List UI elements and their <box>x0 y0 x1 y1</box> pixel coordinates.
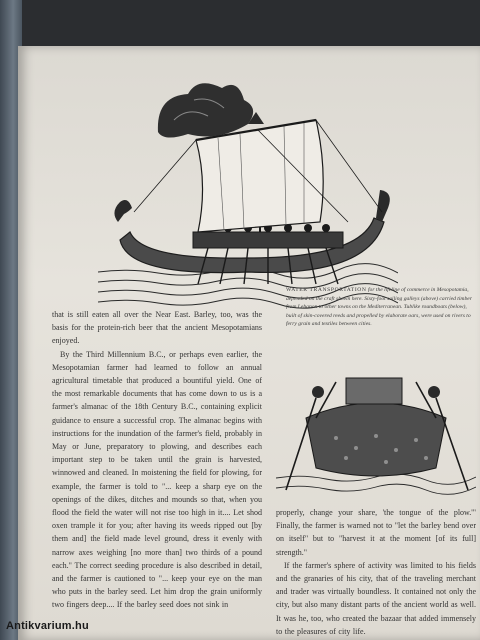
watermark: Antikvarium.hu <box>6 620 89 632</box>
roundboat-illustration <box>276 358 476 500</box>
illustration-caption <box>286 286 476 329</box>
right-text-column <box>276 506 476 640</box>
paragraph: that is still eaten all over the Near East. Barley, too, was the basis for the protein-rich beer that the ancient Mesopotamians enjoyed. <box>52 310 262 346</box>
caption-lead: WATER TRANSPORTATION <box>286 287 367 293</box>
book-page <box>18 46 480 640</box>
sailing-galley-illustration <box>98 72 398 312</box>
paragraph: By the Third Millennium B.C., or perhaps even earlier, the Mesopotamian farmer had learned to follow an annual agricultural timetable that produced a bountiful yield. One of the most remarkable documents that has come down to us is a farmer's almanac of the 18th Century B.C., containing explicit guidance to ensure a successful crop. The almanac begins with instructions for the inundation of the farmer's field, probably in May or June, preparatory to plowing, and describes each important step to be taken until the grain is harvested, winnowed and cleaned. In moistening the field for plowing, for example, the farmer is told to "... keep a sharp eye on the openings of the dikes, ditches and mounds so that, when you flood the field the water will not rise too high in it.... Let shod oxen trample it for you; after having its weeds ripped out [by them and] the field made level ground, dress it evenly with narrow axes weighing [no more than] two thirds of a pound each." The correct seeding procedure is also described in detail, and the farmer is cautioned to "... keep your eye on the man who puts in the barley seed. Let him drop the grain uniformly two fingers deep.... If the barley seed does not sink in <box>52 349 262 610</box>
paragraph: If the farmer's sphere of activity was limited to his fields and the granaries of his city, that of the traveling merchant and trader was virtually boundless. It contained not only the city, but also many distant parts of the ancient world as well. It was he, too, who created the bazaar that added immensely to the pleasures of city life. <box>276 560 476 636</box>
caption-text: for the lifeline of commerce in Mesopotamia, depended on the craft shown here. Sixty-foot sailing galleys (above) carried timber from Lebanon to other towns on the Mediterranean. Tublike roundboats (below), built of skin-covered reeds and propelled by elaborate oars, were used on rivers to ferry grain and textiles between cities. <box>286 287 472 328</box>
left-text-column <box>52 308 262 640</box>
paragraph: properly, change your share, 'the tongue of the plow.'" Finally, the farmer is warned not to "let the barley bend over on itself" but to "harvest it at the moment [of its full] strength." <box>276 508 476 557</box>
